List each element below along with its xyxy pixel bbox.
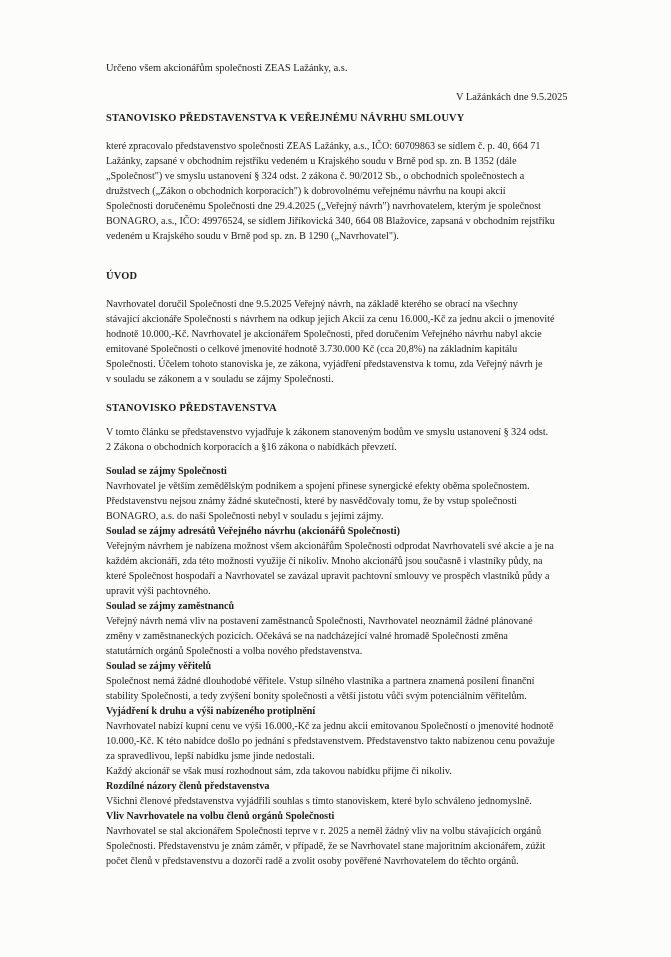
document-title: STANOVISKO PŘEDSTAVENSTVA K VEŘEJNÉMU NÁVRHU SMLOUVY [106, 113, 465, 124]
text-line: vedeném u Krajského soudu v Brně pod sp. zn. B 1290 („Navrhovatel"). [106, 231, 399, 242]
text-line: emitované Společnosti o celkové jmenovité hodnotě 3.730.000 Kč (cca 20,8%) na základním kapitálu [106, 344, 518, 355]
text-line: v souladu se zákonem a v souladu se zájmy Společnosti. [106, 374, 334, 385]
text-line: Všichni členové představenstva vyjádřili souhlas s tímto stanoviskem, které bylo schváleno jednomyslně. [106, 796, 532, 807]
text-line: Navrhovatel nabízí kupní cenu ve výši 16.000,-Kč za jednu akcii emitovanou Společností o jmenovité hodnotě [106, 721, 554, 732]
text-line: 10.000,-Kč. K této nabídce došlo po jednání s představenstvem. Představenstvo takto nabízenou cenu považuje [106, 736, 555, 747]
text-line: Společnost nemá žádné dlouhodobé věřitele. Vstup silného vlastníka a partnera znamená posílení finanční [106, 676, 535, 687]
place-date: V Lažánkách dne 9.5.2025 [456, 92, 568, 103]
subsection-heading: Vyjádření k druhu a výši nabízeného protiplnění [106, 706, 316, 717]
text-line: Navrhovatel doručil Společnosti dne 9.5.2025 Veřejný návrh, na základě kterého se obrací na všechny [106, 299, 518, 310]
subsection-heading: Rozdílné názory členů představenstva [106, 781, 270, 792]
text-line: Veřejným návrhem je nabízena možnost všem akcionářům Společnosti odprodat Navrhovateli své akcie a je na [106, 541, 554, 552]
text-line: hodnotě 10.000,-Kč. Navrhovatel je akcionářem Společnosti, před doručením Veřejného návrhu nabyl akcie [106, 329, 542, 340]
subsection-heading: Vliv Navrhovatele na volbu členů orgánů Společnosti [106, 811, 335, 822]
text-line: Navrhovatel je větším zemědělským podnikem a spojení přinese synergické efekty oběma společnostem. [106, 481, 530, 492]
text-line: které Společnost hospodaří a Navrhovatel se zavázal upravit pachtovní smlouvy ve prospěch vlastníků půdy a [106, 571, 550, 582]
text-line: stability Společnosti, a tedy zvýšení bonity společnosti a větší jistotu vůči svým potenciálním věřitelům. [106, 691, 527, 702]
text-line: družstvech („Zákon o obchodních korporacích") k dobrovolnému veřejnému návrhu na koupi akcií [106, 186, 506, 197]
text-line: za spravedlivou, lepší nabídku jsme jinde nedostali. [106, 751, 315, 762]
text-line: upravit výši pachtovného. [106, 586, 211, 597]
text-line: BONAGRO, a.s., IČO: 49976524, se sídlem Jiříkovická 340, 664 08 Blažovice, zapsaná v obchodním rejstříku [106, 216, 555, 227]
preamble-paragraph [106, 139, 594, 244]
uvod-paragraph [106, 297, 594, 387]
subsections-block [106, 464, 594, 869]
text-line: BONAGRO, a.s. do naší Společnosti nebyl v souladu s jejími zájmy. [106, 511, 384, 522]
text-line: Navrhovatel se stal akcionářem Společnosti teprve v r. 2025 a neměl žádný vliv na volbu stávajících orgánů [106, 826, 542, 837]
stanovisko-paragraph [106, 425, 594, 455]
text-line: Veřejný návrh nemá vliv na postavení zaměstnanců Společnosti, Navrhovatel neoznámil žádné plánované [106, 616, 533, 627]
text-line: „Společnost") ve smyslu ustanovení § 324 odst. 2 zákona č. 90/2012 Sb., o obchodních společnostech a [106, 171, 525, 182]
text-line: Představenstvu nejsou známy žádné skutečnosti, které by nasvědčovaly tomu, že by vstup společnosti [106, 496, 517, 507]
subsection-heading: Soulad se zájmy adresátů Veřejného návrhu (akcionářů Společnosti) [106, 526, 400, 537]
section-heading-uvod: ÚVOD [106, 271, 138, 282]
text-line: každém akcionáři, zda této možnosti využije či nikoliv. Mnoho akcionářů jsou současně i vlastníky půdy, na [106, 556, 543, 567]
section-heading-stanovisko: STANOVISKO PŘEDSTAVENSTVA [106, 403, 277, 414]
subsection-heading: Soulad se zájmy věřitelů [106, 661, 212, 672]
subsection-heading: Soulad se zájmy zaměstnanců [106, 601, 235, 612]
text-line: statutárních orgánů Společnosti a volba nového představenstva. [106, 646, 363, 657]
text-line: 2 Zákona o obchodních korporacích a §16 zákona o nabídkách převzetí. [106, 442, 397, 453]
text-line: počet členů v představenstvu a dozorčí radě a zvolit osoby pověřené Navrhovatelem do těchto orgánů. [106, 856, 519, 867]
text-line: Společnosti. Účelem tohoto stanoviska je, ze zákona, vyjádření představenstva k tomu, zda Veřejný návrh je [106, 359, 543, 370]
subsection-heading: Soulad se zájmy Společnosti [106, 466, 227, 477]
text-line: Lažánky, zapsané v obchodním rejstříku vedeném u Krajského soudu v Brně pod sp. zn. B 1352 (dále [106, 156, 517, 167]
text-line: Společnosti doručenému Společnosti dne 29.4.2025 („Veřejný návrh") navrhovatelem, kterým je společnost [106, 201, 541, 212]
addressee-line: Určeno všem akcionářům společnosti ZEAS Lažánky, a.s. [106, 63, 348, 74]
text-line: stávající akcionáře Společnosti s návrhem na odkup jejich Akcií za cenu 16.000,-Kč za jednu akcii o jmenovité [106, 314, 555, 325]
text-line: Společnosti. Představenstvu je znám záměr, v případě, že se Navrhovatel stane majoritním akcionářem, zúžit [106, 841, 546, 852]
text-line: které zpracovalo představenstvo společnosti ZEAS Lažánky, a.s., IČO: 60709863 se sídlem č. p. 40, 664 71 [106, 141, 541, 152]
text-line: změny v zaměstnaneckých pozicích. Očekává se na nadcházející valné hromadě Společnosti změna [106, 631, 508, 642]
text-line: V tomto článku se představenstvo vyjadřuje k zákonem stanoveným bodům ve smyslu ustanovení § 324 odst. [106, 427, 549, 438]
text-line: Každý akcionář se však musí rozhodnout sám, zda takovou nabídku přijme či nikoliv. [106, 766, 452, 777]
